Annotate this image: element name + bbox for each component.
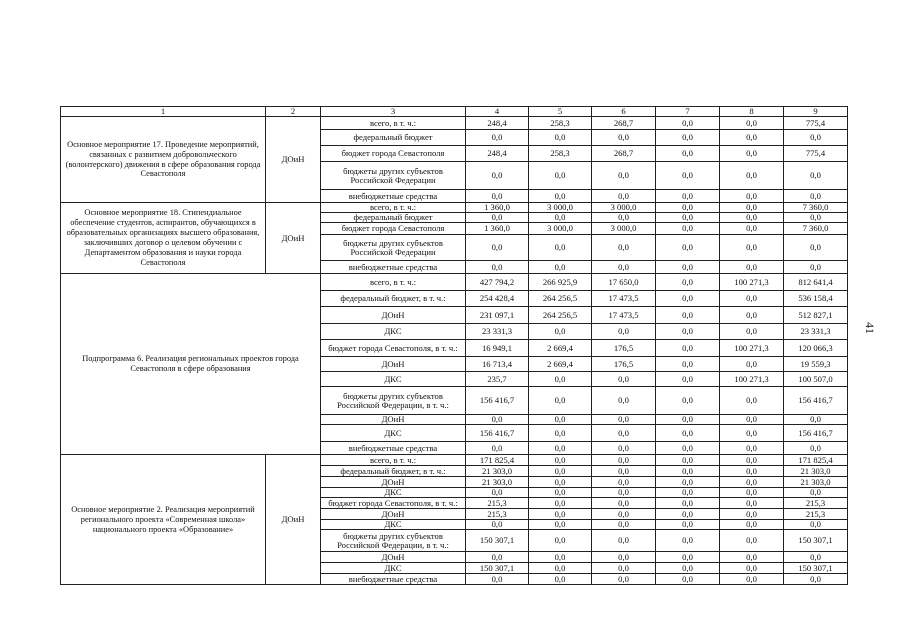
measure-name: Основное мероприятие 2. Реализация мероприятий регионального проекта «Современная школа» национального проекта «Образование» [61,455,266,585]
executor-cell: ДОиН [266,455,321,585]
column-header: 4 [466,107,529,117]
amount-cell: 0,0 [592,162,656,190]
amount-cell: 0,0 [656,552,720,563]
amount-cell: 0,0 [720,488,784,498]
amount-cell: 0,0 [466,415,529,425]
amount-cell: 0,0 [592,442,656,455]
executor-cell: ДОиН [266,203,321,274]
amount-cell: 215,3 [784,498,848,509]
amount-cell: 0,0 [529,387,592,415]
amount-cell: 0,0 [656,466,720,477]
amount-cell: 3 000,0 [529,223,592,235]
funding-source: бюджеты других субъектов Российской Федерации [321,235,466,261]
amount-cell: 0,0 [656,190,720,203]
amount-cell: 21 303,0 [784,466,848,477]
amount-cell: 0,0 [529,563,592,574]
amount-cell: 0,0 [656,455,720,466]
amount-cell: 0,0 [656,530,720,552]
amount-cell: 0,0 [466,488,529,498]
amount-cell: 0,0 [784,574,848,585]
amount-cell: 156 416,7 [466,425,529,442]
funding-source: всего, в т. ч.: [321,274,466,291]
amount-cell: 0,0 [466,190,529,203]
amount-cell: 17 473,5 [592,307,656,324]
amount-cell: 0,0 [656,442,720,455]
amount-cell: 0,0 [529,415,592,425]
funding-source: бюджеты других субъектов Российской Федерации, в т. ч.: [321,530,466,552]
amount-cell: 0,0 [466,235,529,261]
amount-cell: 0,0 [784,442,848,455]
amount-cell: 0,0 [720,146,784,162]
funding-source: всего, в т. ч.: [321,117,466,130]
amount-cell: 0,0 [656,574,720,585]
amount-cell: 0,0 [466,130,529,146]
funding-source: внебюджетные средства [321,574,466,585]
amount-cell: 0,0 [720,552,784,563]
amount-cell: 17 473,5 [592,291,656,307]
amount-cell: 3 000,0 [529,203,592,213]
amount-cell: 0,0 [720,357,784,372]
amount-cell: 0,0 [592,387,656,415]
amount-cell: 176,5 [592,357,656,372]
funding-source: ДОиН [321,357,466,372]
amount-cell: 0,0 [784,552,848,563]
amount-cell: 0,0 [592,498,656,509]
amount-cell: 0,0 [656,213,720,223]
amount-cell: 0,0 [529,213,592,223]
amount-cell: 0,0 [656,261,720,274]
amount-cell: 0,0 [656,324,720,340]
funding-source: федеральный бюджет [321,130,466,146]
amount-cell: 0,0 [656,425,720,442]
funding-source: внебюджетные средства [321,442,466,455]
amount-cell: 0,0 [592,488,656,498]
executor-cell: ДОиН [266,117,321,203]
amount-cell: 0,0 [720,425,784,442]
amount-cell: 0,0 [592,466,656,477]
amount-cell: 0,0 [466,213,529,223]
amount-cell: 231 097,1 [466,307,529,324]
amount-cell: 0,0 [592,415,656,425]
amount-cell: 120 066,3 [784,340,848,357]
amount-cell: 0,0 [720,530,784,552]
amount-cell: 21 303,0 [466,466,529,477]
amount-cell: 0,0 [720,130,784,146]
measure-name: Основное мероприятие 17. Проведение мероприятий, связанных с развитием добровольческого (волонтерского) движения в сфере образования города Севастополя [61,117,266,203]
amount-cell: 0,0 [720,442,784,455]
amount-cell: 0,0 [720,466,784,477]
amount-cell: 0,0 [656,357,720,372]
amount-cell: 0,0 [529,372,592,387]
funding-source: бюджет города Севастополя, в т. ч.: [321,340,466,357]
funding-source: всего, в т. ч.: [321,455,466,466]
amount-cell: 150 307,1 [466,530,529,552]
amount-cell: 0,0 [656,520,720,530]
amount-cell: 0,0 [720,117,784,130]
amount-cell: 268,7 [592,146,656,162]
amount-cell: 0,0 [720,213,784,223]
amount-cell: 1 360,0 [466,223,529,235]
amount-cell: 0,0 [656,117,720,130]
funding-source: ДОиН [321,552,466,563]
amount-cell: 0,0 [656,415,720,425]
amount-cell: 0,0 [529,466,592,477]
amount-cell: 150 307,1 [784,563,848,574]
amount-cell: 215,3 [784,509,848,520]
amount-cell: 1 360,0 [466,203,529,213]
table-row [61,274,848,291]
column-header: 6 [592,107,656,117]
amount-cell: 0,0 [592,477,656,488]
amount-cell: 258,3 [529,146,592,162]
amount-cell: 0,0 [592,324,656,340]
amount-cell: 264 256,5 [529,307,592,324]
funding-source: внебюджетные средства [321,261,466,274]
amount-cell: 0,0 [466,442,529,455]
amount-cell: 0,0 [720,387,784,415]
amount-cell: 0,0 [529,552,592,563]
amount-cell: 0,0 [784,190,848,203]
amount-cell: 258,3 [529,117,592,130]
amount-cell: 0,0 [656,146,720,162]
funding-source: федеральный бюджет [321,213,466,223]
amount-cell: 0,0 [529,488,592,498]
amount-cell: 0,0 [529,498,592,509]
amount-cell: 0,0 [592,530,656,552]
amount-cell: 0,0 [784,488,848,498]
amount-cell: 0,0 [656,162,720,190]
amount-cell: 0,0 [656,223,720,235]
amount-cell: 0,0 [529,530,592,552]
funding-source: всего, в т. ч.: [321,203,466,213]
amount-cell: 0,0 [656,235,720,261]
amount-cell: 171 825,4 [466,455,529,466]
amount-cell: 0,0 [720,455,784,466]
column-header: 5 [529,107,592,117]
amount-cell: 0,0 [466,520,529,530]
amount-cell: 0,0 [592,455,656,466]
amount-cell: 0,0 [720,498,784,509]
amount-cell: 0,0 [592,574,656,585]
amount-cell: 0,0 [592,235,656,261]
amount-cell: 0,0 [529,574,592,585]
amount-cell: 0,0 [784,235,848,261]
amount-cell: 268,7 [592,117,656,130]
amount-cell: 0,0 [592,190,656,203]
funding-source: ДКС [321,520,466,530]
amount-cell: 0,0 [784,415,848,425]
amount-cell: 171 825,4 [784,455,848,466]
amount-cell: 248,4 [466,146,529,162]
amount-cell: 235,7 [466,372,529,387]
amount-cell: 100 271,3 [720,274,784,291]
amount-cell: 775,4 [784,117,848,130]
amount-cell: 0,0 [720,261,784,274]
amount-cell: 266 925,9 [529,274,592,291]
amount-cell: 0,0 [656,130,720,146]
amount-cell: 248,4 [466,117,529,130]
amount-cell: 0,0 [656,291,720,307]
amount-cell: 21 303,0 [466,477,529,488]
amount-cell: 0,0 [784,130,848,146]
amount-cell: 0,0 [592,552,656,563]
measure-name: Основное мероприятие 18. Стипендиальное обеспечение студентов, аспирантов, обучающихся в образовательных организациях высшего образования, заключивших договор о целевом обучении с Департаментом образования и науки города Севастополя [61,203,266,274]
column-header: 2 [266,107,321,117]
amount-cell: 0,0 [656,488,720,498]
amount-cell: 2 669,4 [529,340,592,357]
column-header: 3 [321,107,466,117]
amount-cell: 23 331,3 [784,324,848,340]
amount-cell: 0,0 [592,563,656,574]
amount-cell: 0,0 [720,574,784,585]
amount-cell: 0,0 [529,477,592,488]
amount-cell: 0,0 [656,307,720,324]
amount-cell: 7 360,0 [784,223,848,235]
column-header: 7 [656,107,720,117]
amount-cell: 0,0 [656,203,720,213]
amount-cell: 0,0 [784,520,848,530]
amount-cell: 0,0 [720,509,784,520]
funding-source: внебюджетные средства [321,190,466,203]
amount-cell: 19 559,3 [784,357,848,372]
amount-cell: 0,0 [656,387,720,415]
funding-source: бюджеты других субъектов Российской Федерации, в т. ч.: [321,387,466,415]
amount-cell: 0,0 [529,425,592,442]
amount-cell: 0,0 [529,261,592,274]
amount-cell: 2 669,4 [529,357,592,372]
amount-cell: 0,0 [720,162,784,190]
amount-cell: 0,0 [466,261,529,274]
amount-cell: 100 271,3 [720,340,784,357]
amount-cell: 0,0 [720,235,784,261]
amount-cell: 0,0 [656,340,720,357]
funding-source: бюджет города Севастополя [321,146,466,162]
amount-cell: 0,0 [720,223,784,235]
amount-cell: 150 307,1 [466,563,529,574]
amount-cell: 3 000,0 [592,223,656,235]
amount-cell: 0,0 [656,563,720,574]
amount-cell: 775,4 [784,146,848,162]
amount-cell: 512 827,1 [784,307,848,324]
amount-cell: 0,0 [592,261,656,274]
funding-source: федеральный бюджет, в т. ч.: [321,466,466,477]
amount-cell: 0,0 [720,190,784,203]
amount-cell: 156 416,7 [784,387,848,415]
amount-cell: 0,0 [720,520,784,530]
amount-cell: 0,0 [784,261,848,274]
amount-cell: 0,0 [592,130,656,146]
amount-cell: 0,0 [720,324,784,340]
funding-source: ДКС [321,324,466,340]
amount-cell: 21 303,0 [784,477,848,488]
amount-cell: 0,0 [592,372,656,387]
amount-cell: 16 713,4 [466,357,529,372]
amount-cell: 17 650,0 [592,274,656,291]
funding-source: ДКС [321,372,466,387]
column-header: 9 [784,107,848,117]
amount-cell: 23 331,3 [466,324,529,340]
amount-cell: 0,0 [720,307,784,324]
amount-cell: 0,0 [720,563,784,574]
column-header: 1 [61,107,266,117]
amount-cell: 0,0 [720,477,784,488]
amount-cell: 0,0 [529,509,592,520]
amount-cell: 16 949,1 [466,340,529,357]
amount-cell: 100 507,0 [784,372,848,387]
amount-cell: 254 428,4 [466,291,529,307]
amount-cell: 536 158,4 [784,291,848,307]
amount-cell: 0,0 [720,415,784,425]
amount-cell: 0,0 [529,235,592,261]
funding-source: ДОиН [321,477,466,488]
amount-cell: 0,0 [656,498,720,509]
amount-cell: 0,0 [466,552,529,563]
page-number: 41 [863,322,877,334]
amount-cell: 156 416,7 [466,387,529,415]
funding-source: ДКС [321,425,466,442]
amount-cell: 3 000,0 [592,203,656,213]
funding-source: ДОиН [321,307,466,324]
amount-cell: 150 307,1 [784,530,848,552]
funding-source: ДОиН [321,509,466,520]
amount-cell: 0,0 [529,130,592,146]
budget-table [60,106,848,585]
amount-cell: 0,0 [592,425,656,442]
funding-source: бюджеты других субъектов Российской Федерации [321,162,466,190]
funding-source: ДОиН [321,415,466,425]
amount-cell: 0,0 [592,520,656,530]
amount-cell: 0,0 [592,509,656,520]
amount-cell: 0,0 [466,162,529,190]
amount-cell: 0,0 [720,291,784,307]
amount-cell: 0,0 [784,162,848,190]
amount-cell: 0,0 [529,162,592,190]
amount-cell: 0,0 [466,574,529,585]
amount-cell: 427 794,2 [466,274,529,291]
amount-cell: 0,0 [720,203,784,213]
amount-cell: 0,0 [529,520,592,530]
amount-cell: 0,0 [656,477,720,488]
column-header: 8 [720,107,784,117]
table-row [61,117,848,130]
amount-cell: 812 641,4 [784,274,848,291]
amount-cell: 264 256,5 [529,291,592,307]
amount-cell: 215,3 [466,509,529,520]
amount-cell: 156 416,7 [784,425,848,442]
amount-cell: 176,5 [592,340,656,357]
amount-cell: 7 360,0 [784,203,848,213]
amount-cell: 0,0 [656,509,720,520]
amount-cell: 0,0 [529,190,592,203]
amount-cell: 0,0 [592,213,656,223]
amount-cell: 0,0 [529,442,592,455]
funding-source: бюджет города Севастополя, в т. ч.: [321,498,466,509]
header-row [61,107,848,117]
amount-cell: 215,3 [466,498,529,509]
table-row [61,455,848,466]
amount-cell: 0,0 [656,372,720,387]
funding-source: ДКС [321,563,466,574]
funding-source: бюджет города Севастополя [321,223,466,235]
amount-cell: 100 271,3 [720,372,784,387]
amount-cell: 0,0 [529,455,592,466]
measure-name: Подпрограмма 6. Реализация региональных проектов города Севастополя в сфере образования [61,274,321,455]
funding-source: федеральный бюджет, в т. ч.: [321,291,466,307]
amount-cell: 0,0 [656,274,720,291]
amount-cell: 0,0 [529,324,592,340]
funding-source: ДКС [321,488,466,498]
table-row [61,203,848,213]
amount-cell: 0,0 [784,213,848,223]
